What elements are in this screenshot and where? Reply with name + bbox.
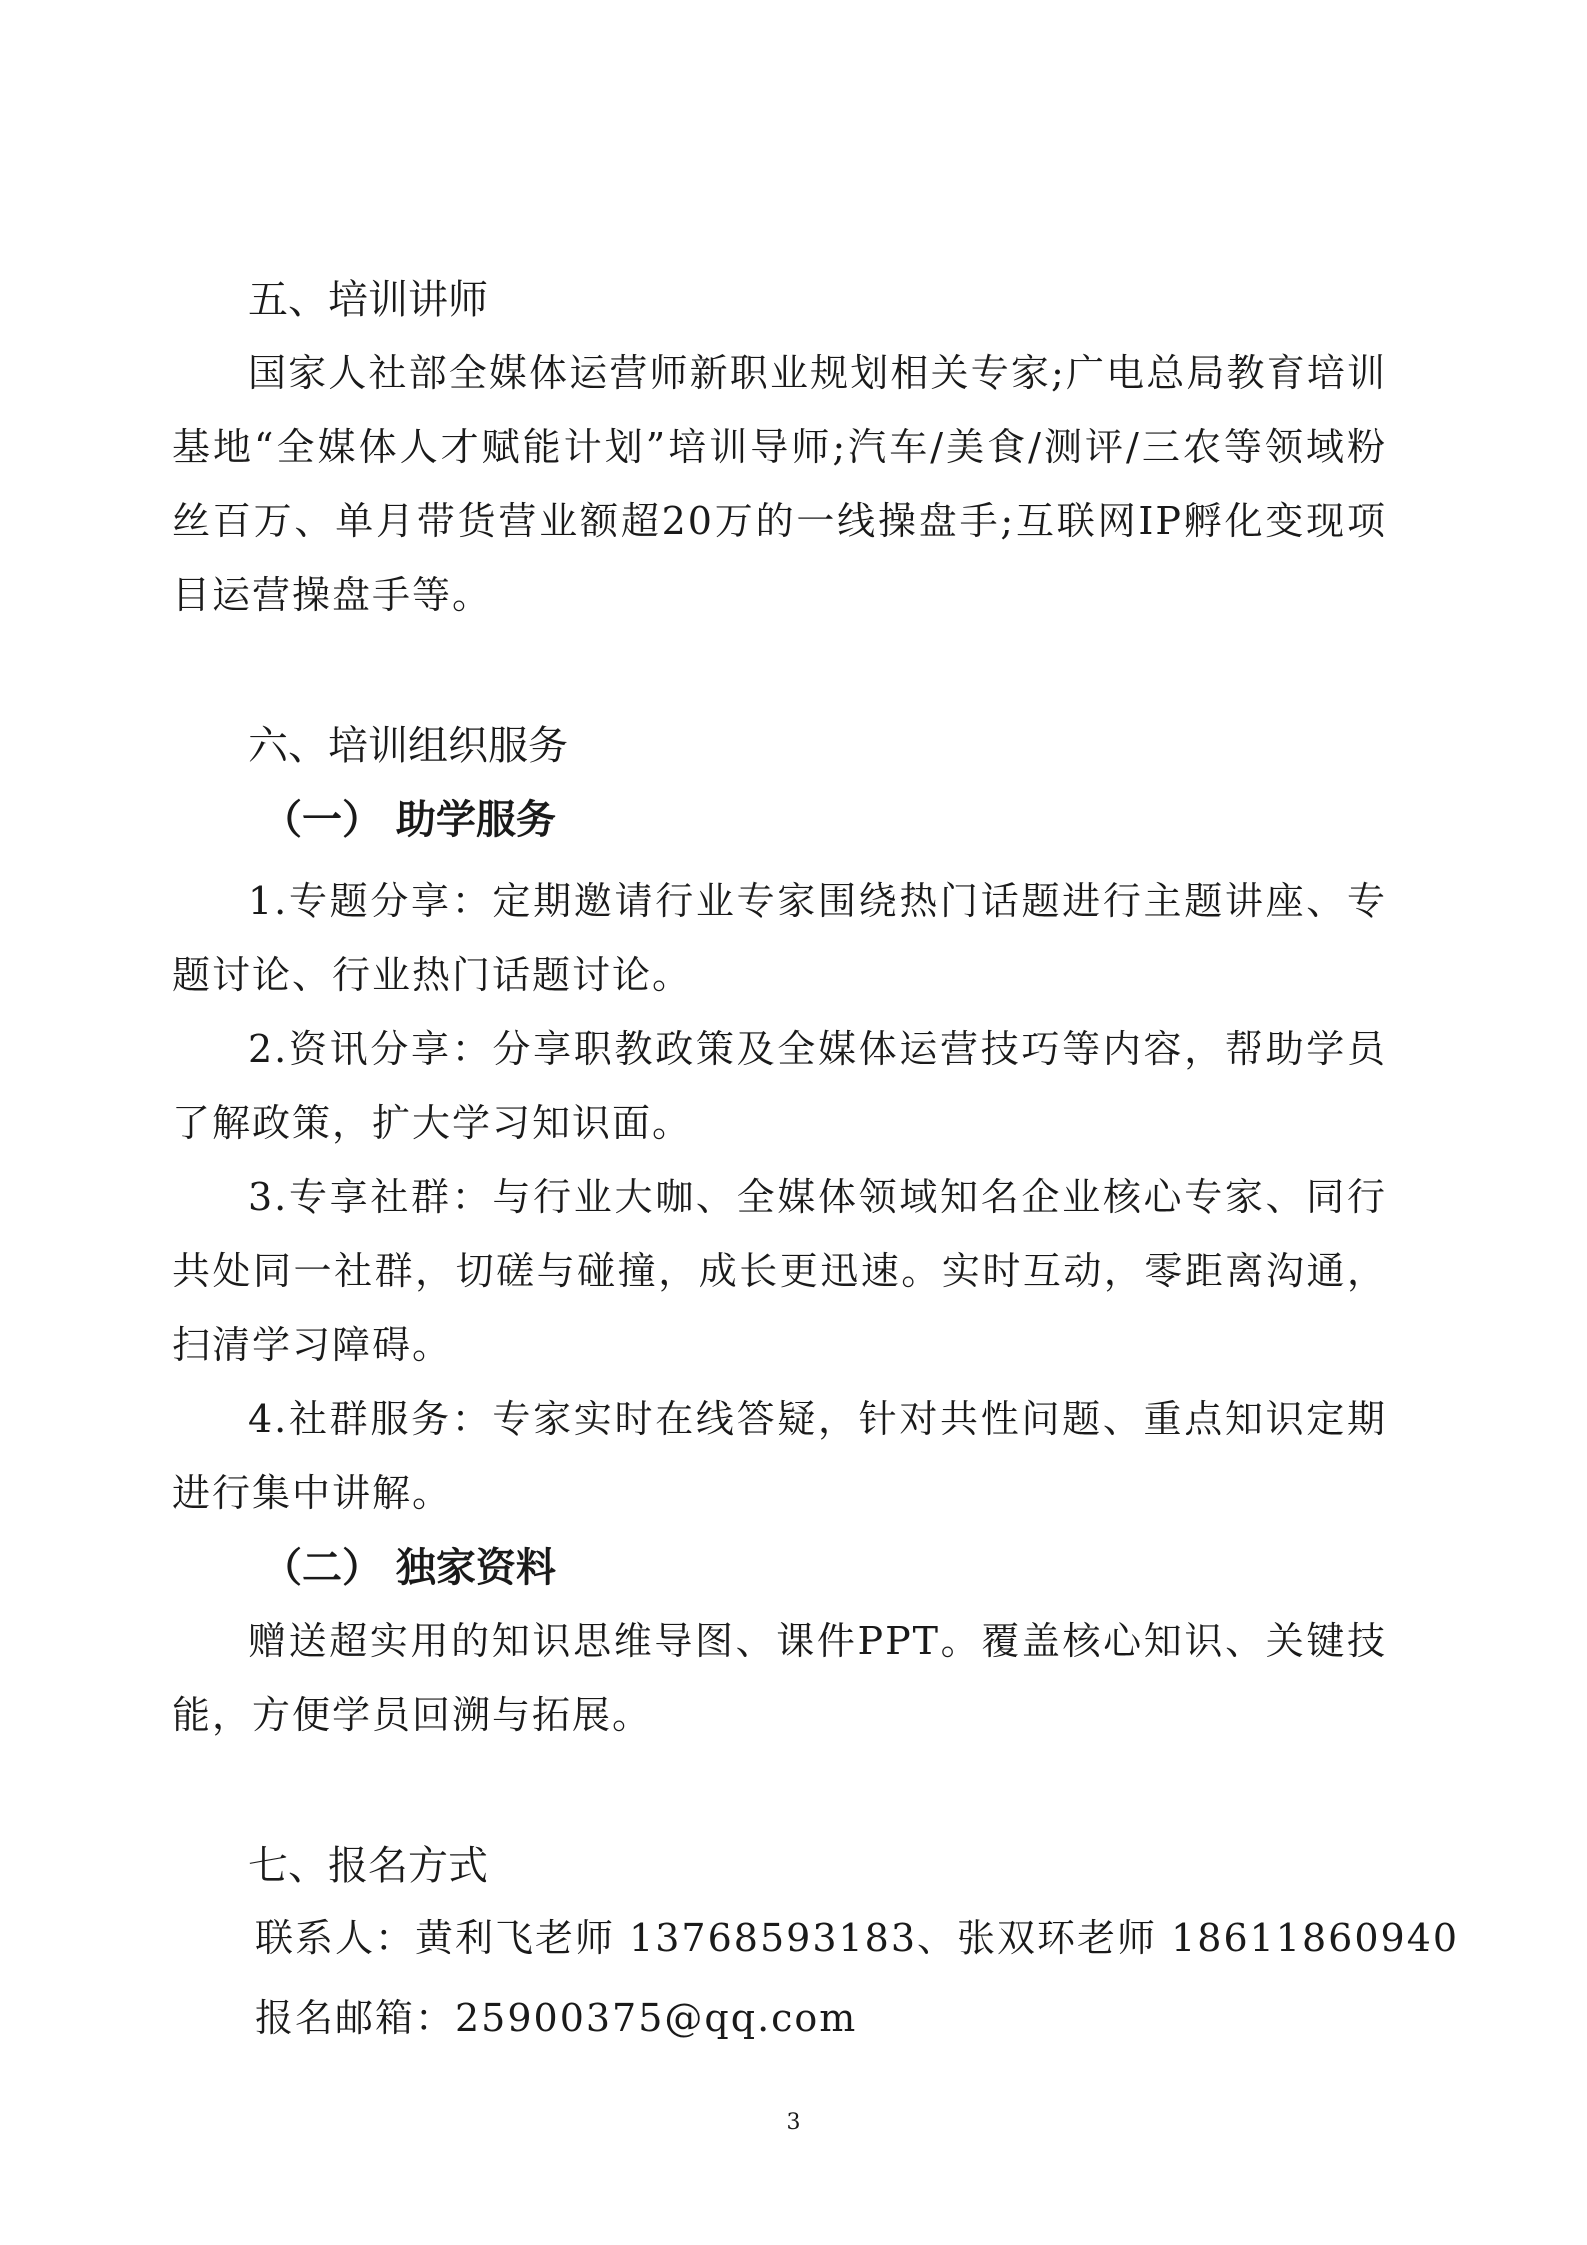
- section-6-heading: 六、培训组织服务: [248, 723, 568, 769]
- section-6-sub2-body: 赠送超实用的知识思维导图、课件PPT。覆盖核心知识、关键技能，方便学员回溯与拓展。: [172, 1619, 1387, 1737]
- section-6-sub2-heading: （二） 独家资料: [262, 1545, 556, 1591]
- section-5-body: 国家人社部全媒体运营师新职业规划相关专家;广电总局教育培训基地“全媒体人才赋能计划”培训导师;汽车/美食/测评/三农等领域粉丝百万、单月带货营业额超20万的一线操盘手;互联网IP孵化变现项目运营操盘手等。: [172, 351, 1387, 617]
- list-item-1: 1.专题分享：定期邀请行业专家围绕热门话题进行主题讲座、专题讨论、行业热门话题讨论。: [172, 879, 1387, 997]
- section-7-heading: 七、报名方式: [248, 1843, 488, 1889]
- contact-line: 联系人：黄利飞老师 13768593183、张双环老师 18611860940: [255, 1916, 1460, 1960]
- list-item-4: 4.社群服务：专家实时在线答疑，针对共性问题、重点知识定期进行集中讲解。: [172, 1397, 1387, 1515]
- list-item-2: 2.资讯分享：分享职教政策及全媒体运营技巧等内容，帮助学员了解政策，扩大学习知识面。: [172, 1027, 1387, 1145]
- page-number: 3: [786, 2110, 801, 2135]
- list-item-3: 3.专享社群：与行业大咖、全媒体领域知名企业核心专家、同行共处同一社群，切磋与碰撞，成长更迅速。实时互动，零距离沟通，扫清学习障碍。: [172, 1175, 1387, 1367]
- email-line: 报名邮箱：25900375@qq.com: [255, 1996, 858, 2040]
- section-6-sub1-heading: （一） 助学服务: [262, 797, 556, 843]
- section-5-heading: 五、培训讲师: [248, 277, 488, 323]
